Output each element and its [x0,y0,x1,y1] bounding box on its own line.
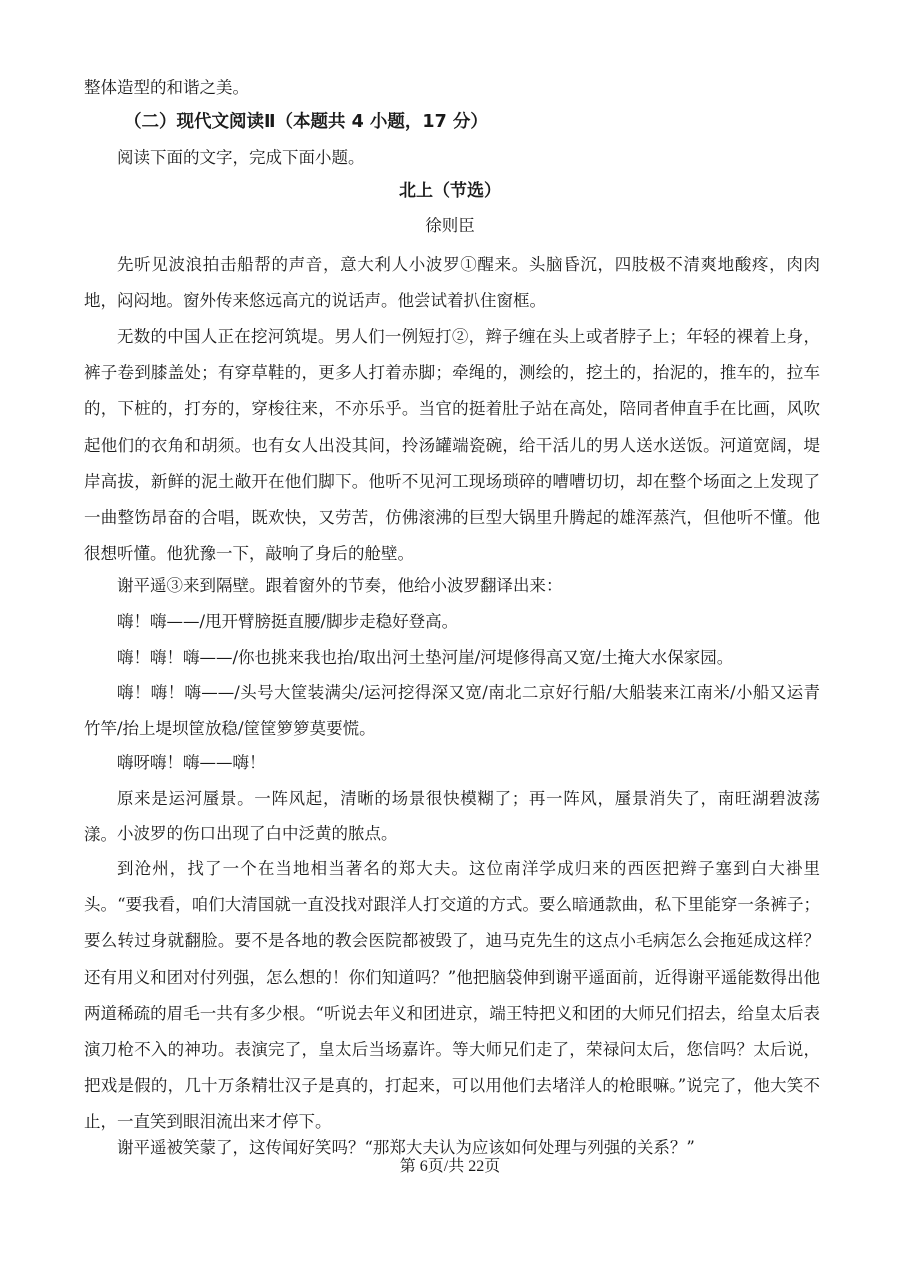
song-line-3: 嗨！嗨！嗨——/头号大筐装满尖/运河挖得深又宽/南北二京好行船/大船装来江南米/小船又运青竹竿/抬上堤坝筐放稳/筐筐箩箩莫要慌。 [84,683,820,739]
page-footer: 第 6页/共 22页 [399,1158,501,1175]
article-title: 北上（节选） [399,181,501,201]
section-heading: （二）现代文阅读Ⅱ（本题共 4 小题，17 分） [124,112,488,132]
song-line-1: 嗨！嗨——/甩开臂膀挺直腰/脚步走稳好登高。 [117,612,459,631]
song-line-4: 嗨呀嗨！嗨——嗨！ [117,753,266,772]
paragraph-wound: 小波罗的伤口出现了白中泛黄的脓点。 [117,824,398,843]
previous-text-line: 整体造型的和谐之美。 [84,78,249,97]
song-line-2: 嗨！嗨！嗨——/你也挑来我也抬/取出河土垫河崖/河堤修得高又宽/土掩大水保家园。 [117,648,734,667]
paragraph-last: 谢平遥被笑蒙了，这传闻好笑吗？“那郑大夫认为应该如何处理与列强的关系？” [117,1138,695,1157]
paragraph-3: 谢平遥③来到隔壁。跟着窗外的节奏，他给小波罗翻译出来： [117,576,563,595]
paragraph-2: 无数的中国人正在挖河筑堤。男人们一例短打②，辫子缠在头上或者脖子上；年轻的裸着上身，裤子卷到膝盖处；有穿草鞋的，更多人打着赤脚；牵绳的，测绘的，挖土的，抬泥的，推车的，拉车的，下桩的，打夯的，穿梭往来，不亦乐乎。当官的挺着肚子站在高处，陪同者伸直手在比画，风吹起他们的衣角和胡须。也有女人出没其间，拎汤罐端瓷碗，给干活儿的男人送水送饭。河道宽阔，堤岸高拔，新鲜的泥土敞开在他们脚下。他听不见河工现场琐碎的嘈嘈切切，却在整个场面之上发现了一曲整饬昂奋的合唱，既欢快，又劳苦，仿佛滚沸的巨型大锅里升腾起的雄浑蒸汽，但他听不懂。他很想听懂。他犹豫一下，敲响了身后的舱壁。 [84,327,820,564]
paragraph-doctor: 到沧州，找了一个在当地相当著名的郑大夫。这位南洋学成归来的西医把辫子塞到白大褂里头。“要我看，咱们大清国就一直没找对跟洋人打交道的方式。要么暗通款曲，私下里能穿一条裤子；要么转过身就翻脸。要不是各地的教会医院都被毁了，迪马克先生的这点小毛病怎么会拖延成这样？还有用义和团对付列强，怎么想的！你们知道吗？”他把脑袋伸到谢平遥面前，近得谢平遥能数得出他两道稀疏的眉毛一共有多少根。“听说去年义和团进京，端王特把义和团的大师兄们招去，给皇太后表演刀枪不入的神功。表演完了，皇太后当场嘉许。等大师兄们走了，荣禄问太后，您信吗？太后说，把戏是假的，几十万条精壮汉子是真的，打起来，可以用他们去堵洋人的枪眼嘛。”说完了，他大笑不止，一直笑到眼泪流出来才停下。 [84,859,820,1132]
paragraph-mirage: 原来是运河蜃景。一阵风起，清晰的场景很快模糊了；再一阵风，蜃景消失了，南旺湖碧波荡漾。 [84,789,820,845]
article-author: 徐则臣 [425,216,475,235]
instruction-text: 阅读下面的文字，完成下面小题。 [117,148,365,167]
paragraph-1: 先听见波浪拍击船帮的声音，意大利人小波罗①醒来。头脑昏沉，四肢极不清爽地酸疼，肉肉地，闷闷地。窗外传来悠远高亢的说话声。他尝试着扒住窗框。 [84,255,820,311]
